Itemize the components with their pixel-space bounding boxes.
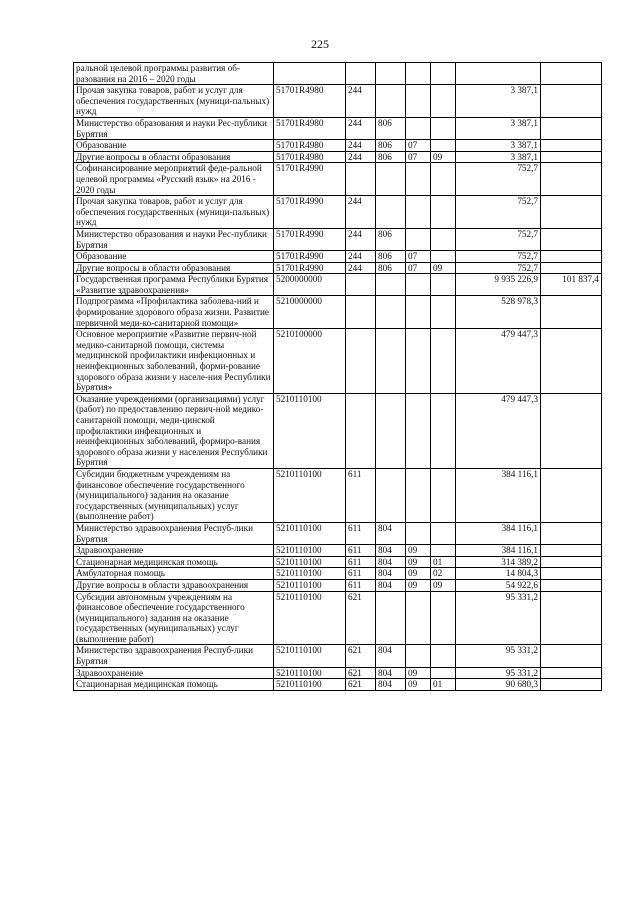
table-row (74, 63, 602, 85)
row-federal-amount-cell (541, 645, 602, 667)
row-ministry-cell (376, 63, 406, 85)
row-name-cell: ральной целевой программы развития об-разования на 2016 – 2020 годы (74, 63, 274, 85)
row-expense-type-cell: 611 (346, 522, 376, 544)
row-expense-type-cell (346, 393, 376, 468)
row-expense-type-cell (346, 329, 376, 394)
row-federal-amount-cell (541, 262, 602, 274)
table-row (74, 591, 602, 645)
row-expense-type-cell: 611 (346, 568, 376, 580)
table-row (74, 228, 602, 250)
row-subsection-cell (431, 667, 456, 679)
row-ministry-cell (376, 468, 406, 522)
row-federal-amount-cell (541, 85, 602, 118)
row-federal-amount-cell (541, 251, 602, 263)
table-row (74, 568, 602, 580)
row-expense-type-cell: 244 (346, 251, 376, 263)
row-code-cell: 5210110100 (274, 579, 346, 591)
row-expense-type-cell: 244 (346, 196, 376, 229)
table-row (74, 151, 602, 163)
row-expense-type-cell: 611 (346, 579, 376, 591)
row-subsection-cell (431, 140, 456, 152)
row-section-cell (406, 393, 431, 468)
row-section-cell (406, 274, 431, 296)
row-subsection-cell (431, 522, 456, 544)
row-subsection-cell (431, 468, 456, 522)
row-name-cell: Другие вопросы в области образования (74, 262, 274, 274)
row-code-cell (274, 63, 346, 85)
row-ministry-cell (376, 196, 406, 229)
row-code-cell: 5210110100 (274, 522, 346, 544)
row-amount-cell: 384 116,1 (456, 545, 541, 557)
row-federal-amount-cell (541, 117, 602, 139)
row-expense-type-cell: 621 (346, 667, 376, 679)
row-section-cell (406, 296, 431, 329)
row-code-cell: 5210000000 (274, 296, 346, 329)
row-ministry-cell: 806 (376, 228, 406, 250)
row-ministry-cell: 806 (376, 251, 406, 263)
row-name-cell: Образование (74, 140, 274, 152)
row-subsection-cell (431, 296, 456, 329)
row-name-cell: Стационарная медицинская помощь (74, 556, 274, 568)
row-federal-amount-cell (541, 667, 602, 679)
row-expense-type-cell: 611 (346, 545, 376, 557)
row-subsection-cell: 09 (431, 151, 456, 163)
row-ministry-cell (376, 591, 406, 645)
row-expense-type-cell: 244 (346, 140, 376, 152)
row-ministry-cell (376, 296, 406, 329)
row-code-cell: 5210110100 (274, 667, 346, 679)
row-amount-cell: 752,7 (456, 228, 541, 250)
row-ministry-cell: 806 (376, 117, 406, 139)
row-name-cell: Министерство образования и науки Рес-публики Бурятия (74, 228, 274, 250)
row-section-cell (406, 196, 431, 229)
row-name-cell: Здравоохранение (74, 667, 274, 679)
row-amount-cell: 752,7 (456, 262, 541, 274)
row-federal-amount-cell (541, 63, 602, 85)
row-code-cell: 5210110100 (274, 393, 346, 468)
row-name-cell: Прочая закупка товаров, работ и услуг для обеспечения государственных (муници-пальных) нужд (74, 196, 274, 229)
row-ministry-cell: 804 (376, 522, 406, 544)
row-code-cell: 51701R4990 (274, 262, 346, 274)
row-subsection-cell: 09 (431, 262, 456, 274)
row-name-cell: Основное мероприятие «Развитие первич-ной медико-санитарной помощи, системы медицинской профилактики инфекционных и неинфекционных заболеваний, форми-рование здорового образа жизни у населе-ния Республики Бурятия» (74, 329, 274, 394)
row-name-cell: Другие вопросы в области образования (74, 151, 274, 163)
row-section-cell: 09 (406, 667, 431, 679)
row-section-cell (406, 163, 431, 196)
row-ministry-cell (376, 274, 406, 296)
row-section-cell (406, 468, 431, 522)
row-amount-cell: 752,7 (456, 196, 541, 229)
row-amount-cell: 528 978,3 (456, 296, 541, 329)
row-federal-amount-cell (541, 556, 602, 568)
row-ministry-cell (376, 393, 406, 468)
row-section-cell: 07 (406, 262, 431, 274)
row-expense-type-cell (346, 274, 376, 296)
row-code-cell: 5200000000 (274, 274, 346, 296)
row-section-cell (406, 329, 431, 394)
row-subsection-cell (431, 274, 456, 296)
row-federal-amount-cell (541, 679, 602, 691)
row-code-cell: 51701R4990 (274, 228, 346, 250)
row-ministry-cell: 804 (376, 545, 406, 557)
row-name-cell: Другие вопросы в области здравоохранения (74, 579, 274, 591)
row-name-cell: Здравоохранение (74, 545, 274, 557)
row-expense-type-cell: 621 (346, 645, 376, 667)
row-name-cell: Оказание учреждениями (организациями) услуг (работ) по предоставлению первич-ной медико-санитарной помощи, меди-цинской профилактики инфекционных и неинфекционных заболеваний, формиро-вания здорового образа жизни у населения Республики Бурятия (74, 393, 274, 468)
row-ministry-cell: 804 (376, 667, 406, 679)
row-amount-cell: 3 387,1 (456, 85, 541, 118)
table-row (74, 262, 602, 274)
row-amount-cell: 14 804,3 (456, 568, 541, 580)
row-section-cell: 07 (406, 251, 431, 263)
row-federal-amount-cell (541, 151, 602, 163)
row-federal-amount-cell (541, 522, 602, 544)
row-expense-type-cell: 244 (346, 151, 376, 163)
row-subsection-cell (431, 117, 456, 139)
table-row (74, 679, 602, 691)
row-name-cell: Подпрограмма «Профилактика заболева-ний и формирование здорового образа жизни. Развитие первичной меди-ко-санитарной помощи» (74, 296, 274, 329)
row-code-cell: 5210110100 (274, 468, 346, 522)
row-section-cell: 07 (406, 140, 431, 152)
row-amount-cell: 3 387,1 (456, 151, 541, 163)
row-ministry-cell: 804 (376, 679, 406, 691)
row-name-cell: Прочая закупка товаров, работ и услуг для обеспечения государственных (муници-пальных) нужд (74, 85, 274, 118)
row-subsection-cell (431, 393, 456, 468)
table-row (74, 579, 602, 591)
table-row (74, 545, 602, 557)
row-amount-cell: 479 447,3 (456, 329, 541, 394)
row-federal-amount-cell (541, 591, 602, 645)
row-subsection-cell (431, 196, 456, 229)
row-section-cell: 09 (406, 568, 431, 580)
row-expense-type-cell (346, 296, 376, 329)
table-row (74, 393, 602, 468)
row-subsection-cell: 09 (431, 579, 456, 591)
page-number: 225 (311, 37, 329, 51)
row-ministry-cell: 804 (376, 645, 406, 667)
row-name-cell: Софинансирование мероприятий феде-ральной целевой программы «Русский язык» на 2016 - 2020 годы (74, 163, 274, 196)
table-row (74, 468, 602, 522)
table-row (74, 522, 602, 544)
row-amount-cell (456, 63, 541, 85)
row-section-cell (406, 85, 431, 118)
row-code-cell: 51701R4980 (274, 85, 346, 118)
row-section-cell: 09 (406, 579, 431, 591)
row-code-cell: 5210110100 (274, 568, 346, 580)
row-code-cell: 5210110100 (274, 645, 346, 667)
table-row (74, 85, 602, 118)
row-amount-cell: 3 387,1 (456, 140, 541, 152)
row-amount-cell: 95 331,2 (456, 645, 541, 667)
row-subsection-cell: 02 (431, 568, 456, 580)
row-code-cell: 51701R4980 (274, 117, 346, 139)
row-section-cell (406, 63, 431, 85)
row-name-cell: Министерство образования и науки Рес-публики Бурятия (74, 117, 274, 139)
row-section-cell (406, 228, 431, 250)
row-ministry-cell: 804 (376, 556, 406, 568)
row-section-cell: 07 (406, 151, 431, 163)
budget-table-body (74, 63, 602, 691)
table-row (74, 667, 602, 679)
table-row (74, 251, 602, 263)
row-name-cell: Субсидии автономным учреждениям на финансовое обеспечение государственного (муниципального) задания на оказание государственных (муниципальных) услуг (выполнение работ) (74, 591, 274, 645)
row-subsection-cell (431, 329, 456, 394)
row-federal-amount-cell (541, 329, 602, 394)
row-ministry-cell: 804 (376, 568, 406, 580)
row-section-cell: 09 (406, 556, 431, 568)
row-code-cell: 5210110100 (274, 556, 346, 568)
row-federal-amount-cell: 101 837,4 (541, 274, 602, 296)
table-row (74, 556, 602, 568)
row-subsection-cell (431, 63, 456, 85)
row-federal-amount-cell (541, 296, 602, 329)
row-expense-type-cell: 611 (346, 556, 376, 568)
row-subsection-cell (431, 85, 456, 118)
row-code-cell: 5210100000 (274, 329, 346, 394)
row-ministry-cell (376, 329, 406, 394)
row-subsection-cell (431, 645, 456, 667)
row-section-cell: 09 (406, 679, 431, 691)
table-row (74, 140, 602, 152)
table-row (74, 645, 602, 667)
row-federal-amount-cell (541, 163, 602, 196)
row-expense-type-cell (346, 63, 376, 85)
row-federal-amount-cell (541, 579, 602, 591)
row-ministry-cell (376, 85, 406, 118)
table-row (74, 117, 602, 139)
row-amount-cell: 54 922,6 (456, 579, 541, 591)
row-expense-type-cell: 621 (346, 679, 376, 691)
row-code-cell: 5210110100 (274, 545, 346, 557)
row-federal-amount-cell (541, 545, 602, 557)
table-row (74, 274, 602, 296)
row-name-cell: Образование (74, 251, 274, 263)
row-amount-cell: 95 331,2 (456, 591, 541, 645)
row-expense-type-cell: 621 (346, 591, 376, 645)
table-row (74, 296, 602, 329)
row-section-cell: 09 (406, 545, 431, 557)
row-section-cell (406, 645, 431, 667)
row-ministry-cell: 806 (376, 262, 406, 274)
table-row (74, 163, 602, 196)
row-expense-type-cell: 244 (346, 228, 376, 250)
row-code-cell: 51701R4990 (274, 251, 346, 263)
row-code-cell: 5210110100 (274, 591, 346, 645)
row-name-cell: Министерство здравоохранения Респуб-лики Бурятия (74, 645, 274, 667)
row-subsection-cell (431, 591, 456, 645)
row-amount-cell: 752,7 (456, 251, 541, 263)
row-section-cell (406, 117, 431, 139)
row-code-cell: 51701R4990 (274, 196, 346, 229)
row-name-cell: Стационарная медицинская помощь (74, 679, 274, 691)
row-ministry-cell (376, 163, 406, 196)
row-name-cell: Субсидии бюджетным учреждениям на финансовое обеспечение государственного (муниципального) задания на оказание государственных (муниципальных) услуг (выполнение работ) (74, 468, 274, 522)
row-expense-type-cell: 244 (346, 85, 376, 118)
table-row (74, 196, 602, 229)
row-amount-cell: 479 447,3 (456, 393, 541, 468)
row-subsection-cell (431, 163, 456, 196)
row-federal-amount-cell (541, 568, 602, 580)
row-expense-type-cell: 611 (346, 468, 376, 522)
row-ministry-cell: 806 (376, 140, 406, 152)
row-amount-cell: 314 389,2 (456, 556, 541, 568)
row-name-cell: Амбулаторная помощь (74, 568, 274, 580)
row-name-cell: Государственная программа Республики Бурятия «Развитие здравоохранения» (74, 274, 274, 296)
row-code-cell: 5210110100 (274, 679, 346, 691)
row-subsection-cell: 01 (431, 679, 456, 691)
row-code-cell: 51701R4980 (274, 140, 346, 152)
row-amount-cell: 384 116,1 (456, 468, 541, 522)
row-section-cell (406, 522, 431, 544)
row-federal-amount-cell (541, 468, 602, 522)
row-expense-type-cell (346, 163, 376, 196)
row-subsection-cell (431, 228, 456, 250)
row-amount-cell: 90 680,3 (456, 679, 541, 691)
row-federal-amount-cell (541, 196, 602, 229)
row-ministry-cell: 806 (376, 151, 406, 163)
row-amount-cell: 3 387,1 (456, 117, 541, 139)
row-amount-cell: 384 116,1 (456, 522, 541, 544)
row-federal-amount-cell (541, 140, 602, 152)
row-amount-cell: 752,7 (456, 163, 541, 196)
table-row (74, 329, 602, 394)
budget-table (73, 62, 602, 691)
row-section-cell (406, 591, 431, 645)
row-subsection-cell (431, 545, 456, 557)
row-federal-amount-cell (541, 228, 602, 250)
row-amount-cell: 95 331,2 (456, 667, 541, 679)
row-ministry-cell: 804 (376, 579, 406, 591)
row-code-cell: 51701R4990 (274, 163, 346, 196)
row-federal-amount-cell (541, 393, 602, 468)
row-expense-type-cell: 244 (346, 117, 376, 139)
row-code-cell: 51701R4980 (274, 151, 346, 163)
row-subsection-cell: 01 (431, 556, 456, 568)
row-subsection-cell (431, 251, 456, 263)
row-expense-type-cell: 244 (346, 262, 376, 274)
row-name-cell: Министерство здравоохранения Респуб-лики Бурятия (74, 522, 274, 544)
row-amount-cell: 9 935 226,9 (456, 274, 541, 296)
